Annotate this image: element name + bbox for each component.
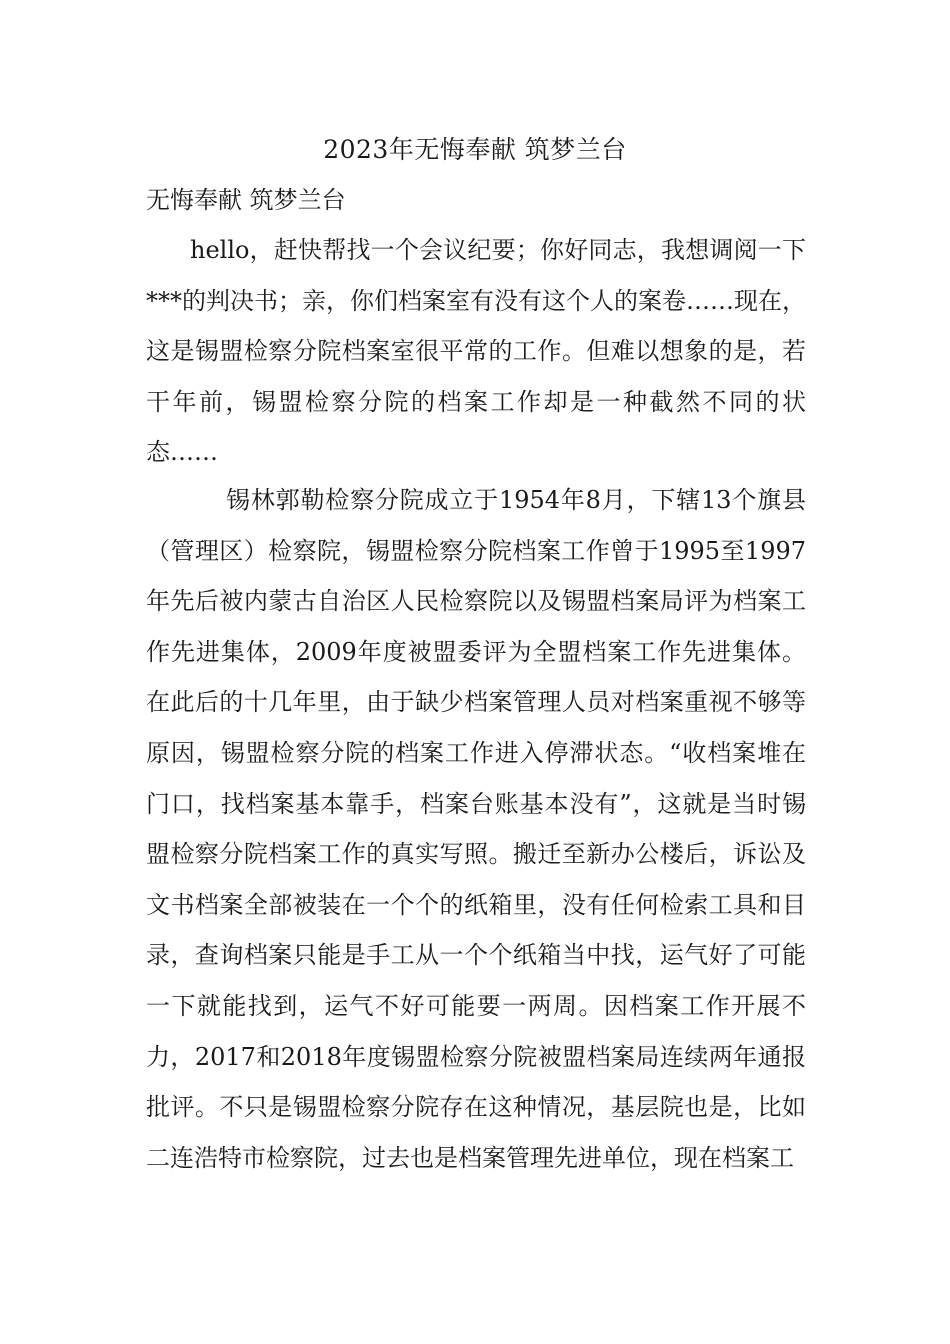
document-subtitle: 无悔奉献 筑梦兰台 — [146, 186, 346, 214]
paragraph-history: 锡林郭勒检察分院成立于1954年8月，下辖13个旗县（管理区）检察院，锡盟检察分院档案工作曾于1995至1997年先后被内蒙古自治区人民检察院以及锡盟档案局评为档案工作先进集体，2009年度被盟委评为全盟档案工作先进集体。在此后的十几年里，由于缺少档案管理人员对档案重视不够等原因，锡盟检察分院的档案工作进入停滞状态。“收档案堆在门口，找档案基本靠手，档案台账基本没有”，这就是当时锡盟检察分院档案工作的真实写照。搬迁至新办公楼后，诉讼及文书档案全部被装在一个个的纸箱里，没有任何检索工具和目录，查询档案只能是手工从一个个纸箱当中找，运气好了可能一下就能找到，运气不好可能要一两周。因档案工作开展不力，2017和2018年度锡盟检察分院被盟档案局连续两年通报批评。不只是锡盟检察分院存在这种情况，基层院也是，比如二连浩特市检察院，过去也是档案管理先进单位，现在档案工 — [146, 486, 806, 1172]
document-title: 2023年无悔奉献 筑梦兰台 — [323, 135, 627, 164]
paragraph-intro: hello，赶快帮找一个会议纪要；你好同志，我想调阅一下***的判决书；亲，你们档案室有没有这个人的案卷……现在，这是锡盟检察分院档案室很平常的工作。但难以想象的是，若干年前，锡盟检察分院的档案工作却是一种截然不同的状态…… — [146, 236, 806, 467]
